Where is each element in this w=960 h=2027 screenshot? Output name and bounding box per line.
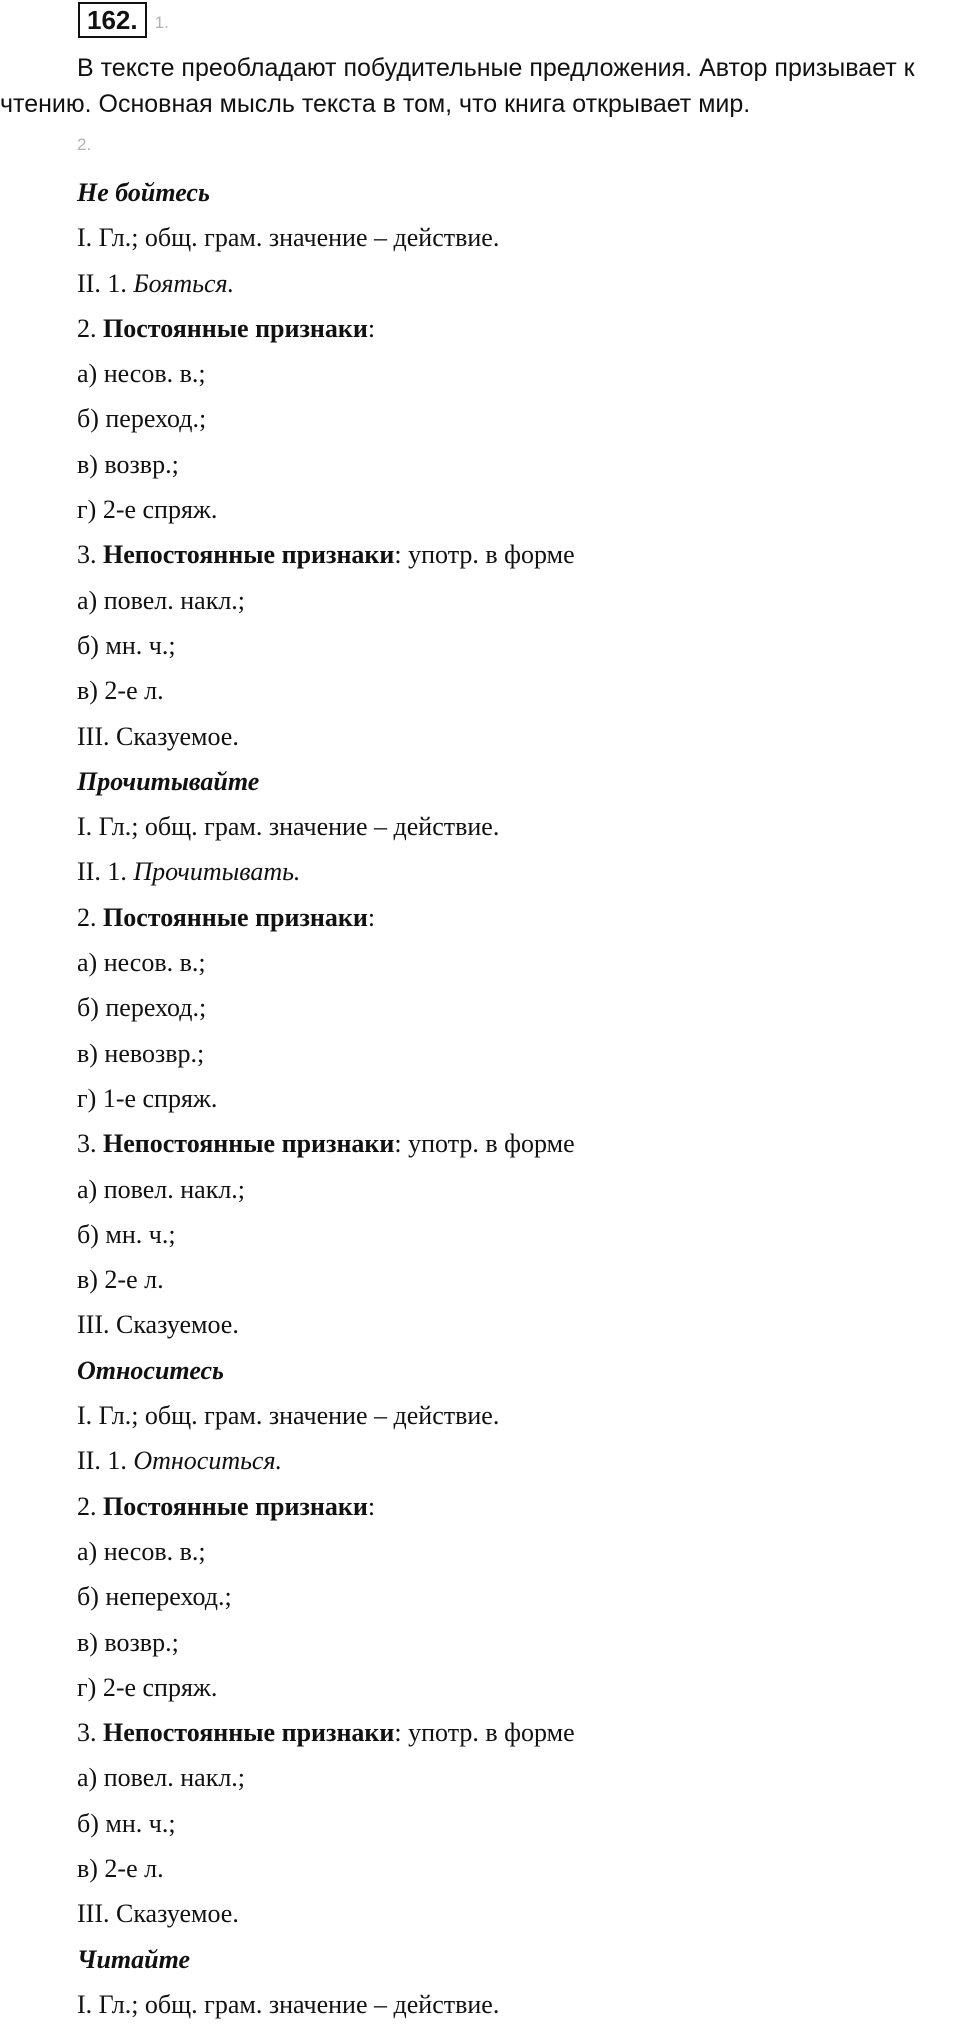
heading-label: Непостоянные признаки	[103, 1718, 395, 1748]
heading-colon: :	[367, 313, 376, 343]
part-of-speech-line: I. Гл.; общ. грам. значение – действие.	[77, 1989, 500, 2019]
heading-rest: : употр. в форме	[394, 540, 575, 570]
initial-form-prefix: II. 1.	[77, 1446, 134, 1476]
feature-item: г) 1-е спряж.	[77, 1083, 218, 1113]
heading-label: Постоянные признаки	[103, 902, 368, 932]
constant-features-heading	[77, 1484, 937, 1529]
heading-label: Постоянные признаки	[103, 1491, 368, 1521]
initial-form: Относиться.	[133, 1446, 283, 1476]
feature-item: а) несов. в.;	[77, 1536, 206, 1566]
feature-item: б) непереход.;	[77, 1582, 232, 1612]
heading-number: 2.	[77, 902, 103, 932]
initial-form-prefix: II. 1.	[77, 857, 134, 887]
feature-item: а) повел. накл.;	[77, 1174, 246, 1204]
feature-item: в) 2-е л.	[77, 1265, 164, 1295]
syntactic-role-line: III. Сказуемое.	[77, 1899, 239, 1929]
heading-label: Непостоянные признаки	[103, 540, 395, 570]
initial-form-line	[77, 849, 937, 894]
heading-colon: :	[367, 902, 376, 932]
feature-item: а) повел. накл.;	[77, 585, 246, 615]
variable-features-heading	[77, 532, 937, 577]
part-of-speech-line: I. Гл.; общ. грам. значение – действие.	[77, 812, 500, 842]
feature-item: г) 2-е спряж.	[77, 495, 218, 525]
heading-number: 3.	[77, 540, 103, 570]
part-of-speech-line: I. Гл.; общ. грам. значение – действие.	[77, 223, 500, 253]
heading-label: Постоянные признаки	[103, 313, 368, 343]
feature-item: б) переход.;	[77, 404, 207, 434]
feature-item: б) мн. ч.;	[77, 630, 176, 660]
heading-rest: : употр. в форме	[394, 1129, 575, 1159]
intro-paragraph	[0, 50, 958, 122]
heading-number: 2.	[77, 1491, 103, 1521]
heading-label: Непостоянные признаки	[103, 1129, 395, 1159]
intro-line-1: В тексте преобладают побудительные предложения. Автор призывает к	[77, 54, 915, 82]
initial-form: Прочитывать.	[133, 857, 301, 887]
feature-item: в) возвр.;	[77, 449, 179, 479]
heading-number: 3.	[77, 1718, 103, 1748]
analyzed-word: Относитесь	[77, 1355, 224, 1385]
analyzed-word: Не бойтесь	[77, 178, 210, 207]
part-1-label: 1.	[154, 13, 169, 32]
feature-item: б) переход.;	[77, 993, 207, 1023]
analyzed-word: Читайте	[77, 1944, 191, 1974]
initial-form-line	[77, 261, 937, 306]
variable-features-heading	[77, 1710, 937, 1755]
syntactic-role-line: III. Сказуемое.	[77, 1310, 239, 1340]
exercise-number: 162.	[78, 2, 147, 38]
part-2-label: 2.	[77, 135, 92, 154]
feature-item: б) мн. ч.;	[77, 1219, 176, 1249]
morphological-analysis	[77, 170, 937, 2027]
feature-item: в) 2-е л.	[77, 1853, 164, 1883]
feature-item: г) 2-е спряж.	[77, 1672, 218, 1702]
initial-form-line	[77, 1438, 937, 1483]
initial-form: Бояться.	[133, 268, 235, 298]
variable-features-heading	[77, 1121, 937, 1166]
analyzed-word: Прочитывайте	[77, 766, 260, 796]
exercise-header	[78, 2, 169, 38]
heading-rest: : употр. в форме	[394, 1718, 575, 1748]
heading-number: 2.	[77, 313, 103, 343]
syntactic-role-line: III. Сказуемое.	[77, 721, 239, 751]
initial-form-prefix: II. 1.	[77, 268, 134, 298]
feature-item: а) несов. в.;	[77, 359, 206, 389]
intro-line-2: чтению. Основная мысль текста в том, что книга открывает мир.	[0, 90, 751, 118]
part-of-speech-line: I. Гл.; общ. грам. значение – действие.	[77, 1401, 500, 1431]
constant-features-heading	[77, 895, 937, 940]
feature-item: в) невозвр.;	[77, 1038, 205, 1068]
feature-item: в) 2-е л.	[77, 676, 164, 706]
heading-colon: :	[367, 1491, 376, 1521]
heading-number: 3.	[77, 1129, 103, 1159]
constant-features-heading	[77, 306, 937, 351]
feature-item: б) мн. ч.;	[77, 1808, 176, 1838]
feature-item: а) несов. в.;	[77, 948, 206, 978]
feature-item: а) повел. накл.;	[77, 1763, 246, 1793]
feature-item: в) возвр.;	[77, 1627, 179, 1657]
